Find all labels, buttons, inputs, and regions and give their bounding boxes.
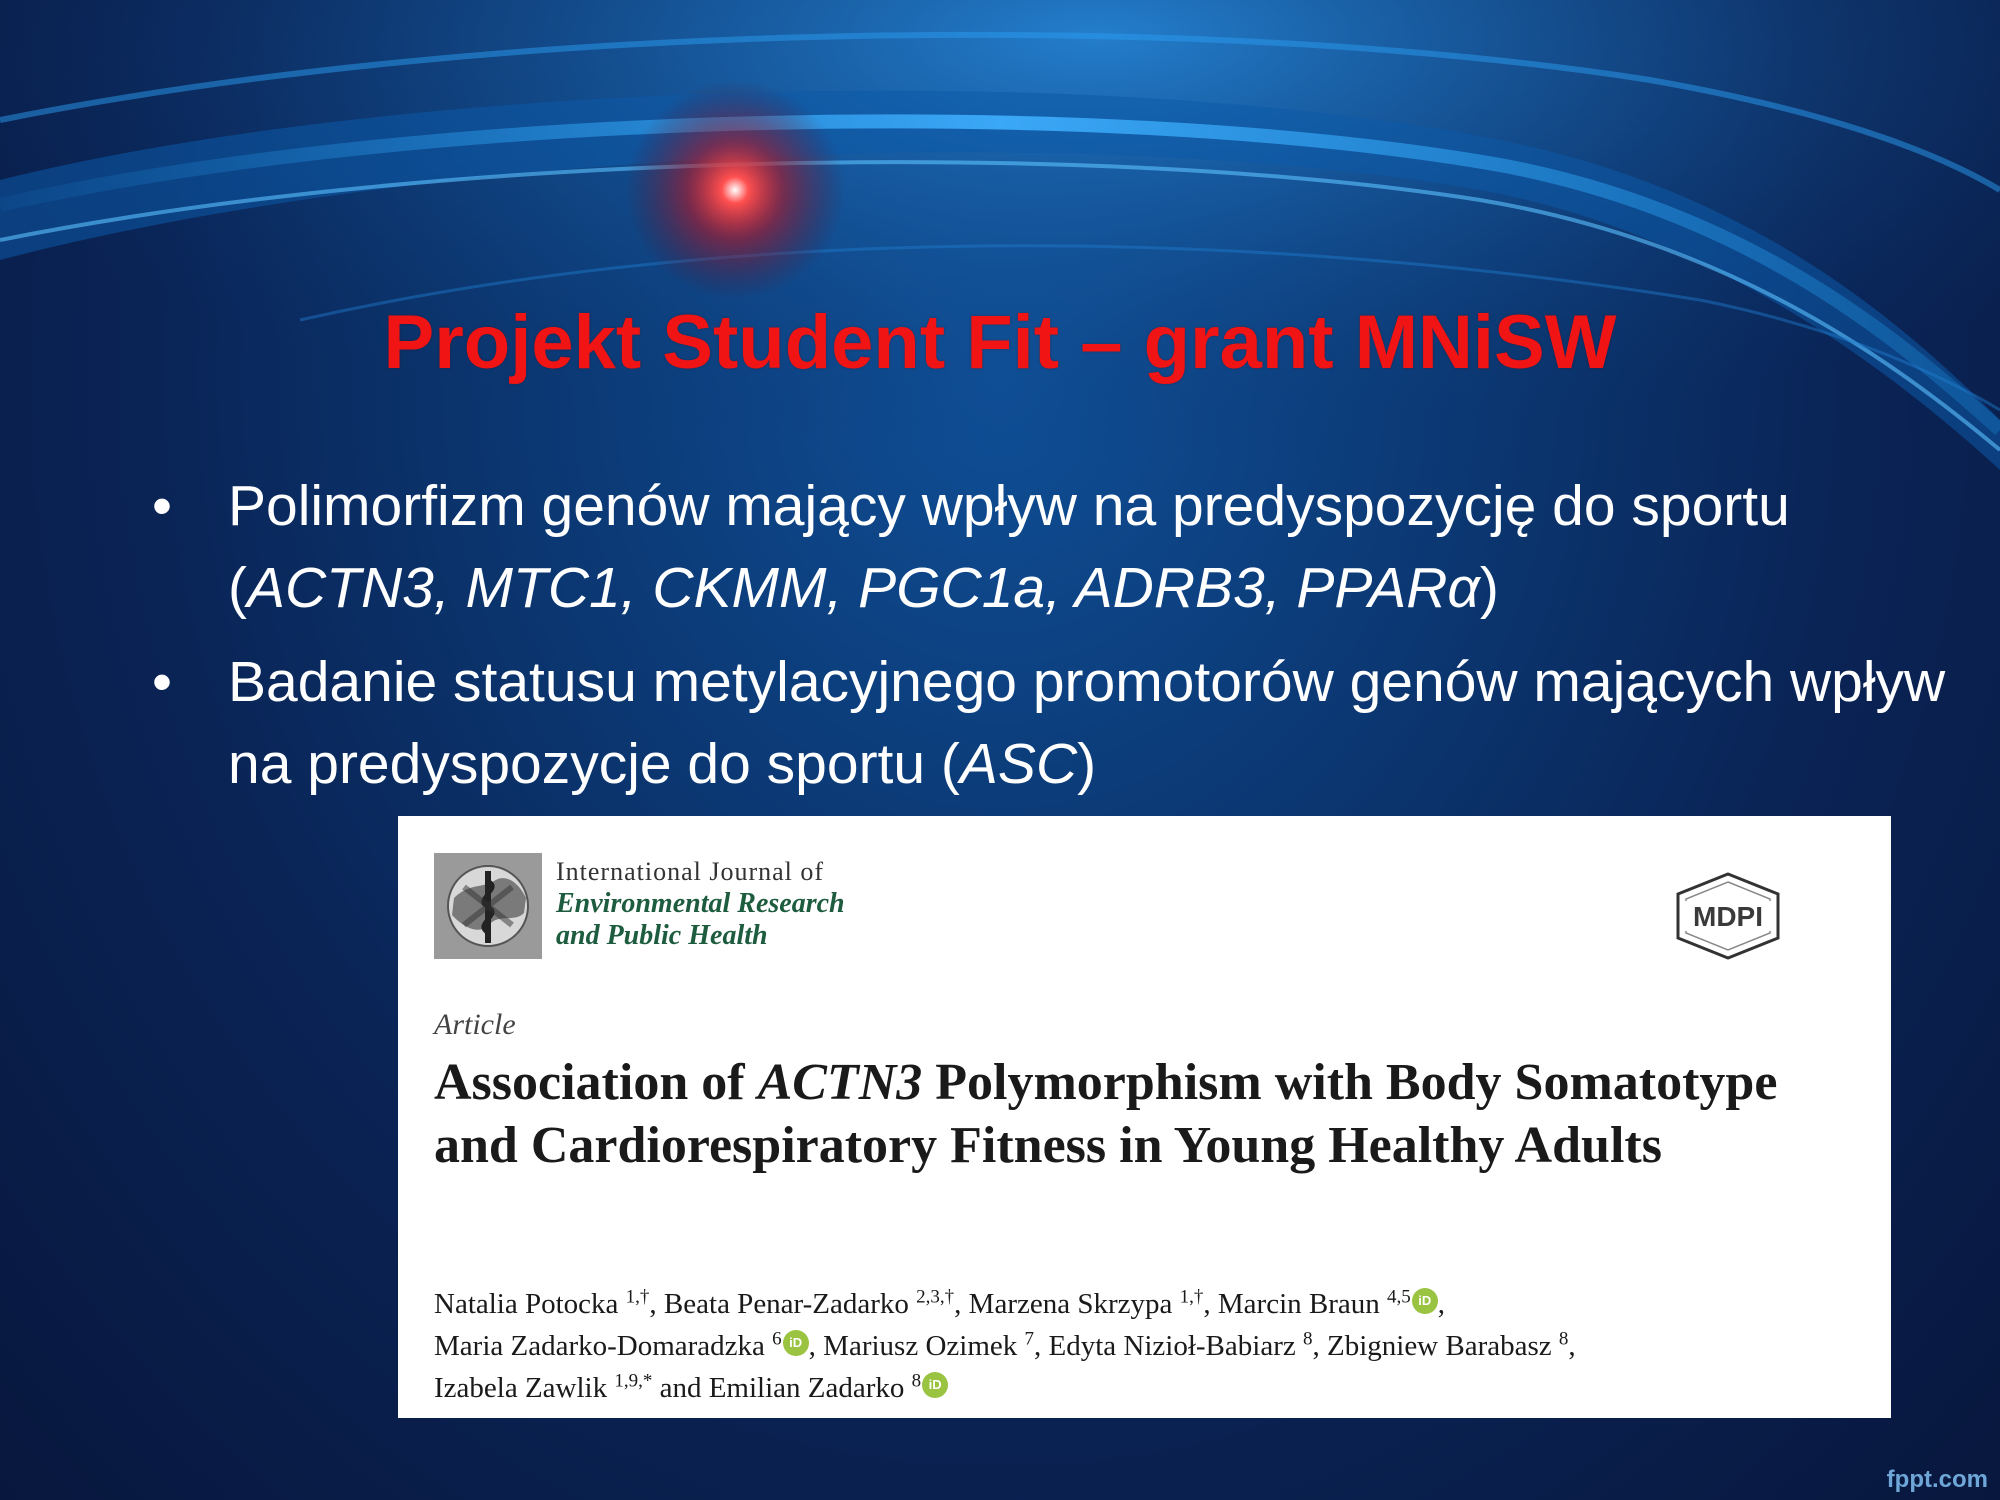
author-name: Marcin Braun: [1217, 1288, 1380, 1320]
author-name: Edyta Nizioł-Babiarz: [1048, 1330, 1296, 1362]
author-affil: 2,3,†: [916, 1286, 955, 1308]
paren-close: ): [1479, 556, 1499, 620]
author-affil: 1,9,*: [614, 1370, 653, 1392]
orcid-icon[interactable]: iD: [1412, 1288, 1438, 1314]
author-sep: and: [652, 1372, 709, 1404]
publisher-label: MDPI: [1693, 901, 1763, 932]
author-affil: 7: [1024, 1328, 1035, 1350]
journal-line-1: International Journal of: [556, 857, 825, 886]
author-affil: 8: [911, 1370, 922, 1392]
author-affil: 8: [1558, 1328, 1569, 1350]
paren-open: (: [228, 556, 247, 620]
author-sep: ,: [1312, 1330, 1327, 1362]
paren-close: ): [1077, 732, 1097, 796]
author-name: Maria Zadarko-Domaradzka: [434, 1330, 765, 1362]
title-part-1: Association of: [434, 1054, 758, 1111]
journal-line-2: Environmental Research: [556, 888, 845, 919]
author-name: Emilian Zadarko: [708, 1372, 905, 1404]
bullet-text: Polimorfizm genów mający wpływ na predyspozycję do sportu: [228, 474, 1790, 538]
author-sep: ,: [954, 1288, 969, 1320]
author-sep: ,: [1568, 1330, 1576, 1362]
author-sep: ,: [1034, 1330, 1049, 1362]
orcid-icon[interactable]: iD: [783, 1330, 809, 1356]
globe-caduceus-icon: [434, 853, 542, 959]
journal-line-3: and Public Health: [556, 920, 768, 951]
title-part-2: Polymorphism with Body Somatotype and Cardiorespiratory Fitness in Young Healthy Adults: [434, 1054, 1778, 1174]
author-name: Beata Penar-Zadarko: [663, 1288, 909, 1320]
gene-list: ASC: [959, 732, 1078, 796]
author-affil: 1,†: [625, 1286, 650, 1308]
bullet-item: [140, 641, 1960, 805]
bullet-text: Badanie statusu metylacyjnego promotorów genów mających wpływ na predyspozycje do sportu (: [228, 650, 1946, 796]
bullet-list: [140, 465, 1960, 817]
title-gene: ACTN3: [757, 1054, 923, 1111]
watermark: fppt.com: [1886, 1466, 1988, 1493]
author-name: Marzena Skrzypa: [968, 1288, 1173, 1320]
orcid-icon[interactable]: iD: [922, 1372, 948, 1398]
paper-screenshot: [398, 816, 1891, 1418]
author-sep: ,: [808, 1330, 824, 1362]
bullet-dot-icon: •: [152, 474, 172, 538]
journal-name: [556, 856, 845, 952]
author-affil: 8: [1302, 1328, 1313, 1350]
author-sep: ,: [649, 1288, 664, 1320]
author-affil: 1,†: [1179, 1286, 1204, 1308]
bullet-item: [140, 465, 1960, 629]
paper-title: [434, 1051, 1854, 1177]
author-name: Natalia Potocka: [434, 1288, 619, 1320]
gene-list: ACTN3, MTC1, CKMM, PGC1a, ADRB3, PPARα: [246, 556, 1480, 620]
bullet-dot-icon: •: [152, 650, 172, 714]
slide-title: Projekt Student Fit – grant MNiSW: [383, 300, 1617, 385]
author-sep: ,: [1203, 1288, 1218, 1320]
author-name: Zbigniew Barabasz: [1326, 1330, 1552, 1362]
red-lens-flare: [625, 80, 845, 300]
author-affil: 6: [772, 1328, 782, 1350]
author-affil: 4,5: [1387, 1286, 1411, 1308]
author-sep: ,: [1437, 1288, 1446, 1320]
author-list: [434, 1283, 1874, 1409]
author-name: Mariusz Ozimek: [823, 1330, 1018, 1362]
author-name: Izabela Zawlik: [434, 1372, 608, 1404]
article-type: Article: [434, 1008, 516, 1041]
mdpi-logo: [1673, 871, 1783, 961]
